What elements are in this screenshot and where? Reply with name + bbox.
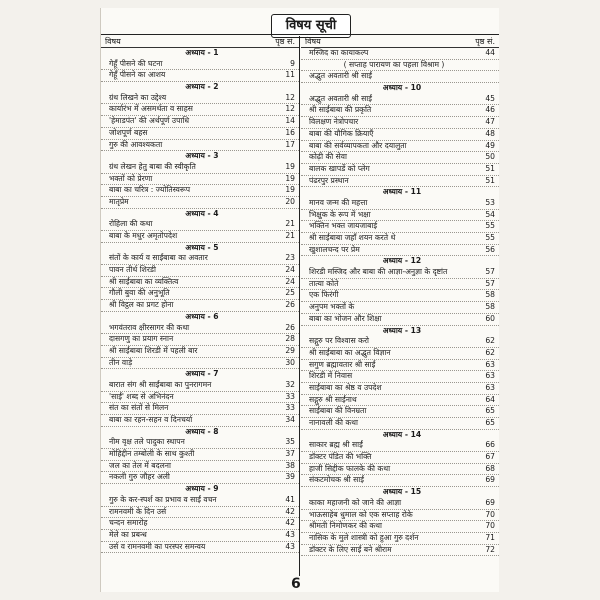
entry-page: 67: [485, 452, 495, 462]
entry-page: 58: [485, 290, 495, 300]
entry-page: 60: [485, 313, 495, 323]
entry-title: रामनवमी के दिन उर्स: [109, 506, 167, 516]
entry-title: अनुपम भक्तों के: [309, 302, 355, 312]
entry-page: 45: [485, 93, 495, 103]
toc-entry: [301, 521, 499, 533]
entry-page: 38: [285, 460, 295, 470]
toc-entry: [301, 371, 499, 383]
entry-title: मानव जन्म की महत्ता: [309, 197, 368, 207]
chapter-label: अध्याय - 3: [185, 151, 219, 161]
entry-title: नकली गुरु जौहर अली: [109, 472, 170, 482]
entry-title: ( सप्ताह पारायण का पहला विश्राम ): [343, 59, 445, 69]
entry-title: एक फिरंगी: [309, 290, 339, 300]
entry-page: 29: [285, 345, 295, 355]
toc-entry: [301, 302, 499, 314]
entry-page: 46: [485, 105, 495, 115]
chapter-label: अध्याय - 9: [185, 484, 219, 494]
entry-page: 68: [485, 463, 495, 473]
entry-page: 63: [485, 359, 495, 369]
entry-title: श्री साईंबाबा शिरडी में पहली बार: [109, 345, 198, 355]
entry-title: उर्स व रामनवमी का परस्पर समन्वय: [109, 541, 206, 551]
toc-entry: [101, 334, 299, 346]
entry-page: 47: [485, 117, 495, 127]
entry-page: 55: [485, 233, 495, 242]
entry-page: 33: [285, 391, 295, 401]
toc-entry: [301, 233, 499, 245]
entry-title: कार्यारंभ में असमर्थता व साहस: [109, 104, 193, 114]
entry-title: भिक्षुक के रूप में भक्षा: [309, 209, 371, 219]
chapter-label: अध्याय - 14: [382, 429, 422, 439]
toc-entry: [301, 48, 499, 60]
entry-title: चन्दन समारोह: [109, 518, 148, 528]
toc-entry: [301, 464, 499, 476]
entry-page: 21: [285, 219, 295, 229]
chapter-heading: [301, 187, 499, 198]
entry-title: बाबा का चरित्र : ज्योतिस्वरूप: [109, 185, 191, 195]
toc-entry: [101, 437, 299, 449]
chapter-heading: [301, 256, 499, 267]
entry-page: 57: [485, 278, 495, 288]
entry-title: गुरु के कर-स्पर्श का प्रभाव व साईं वचन: [109, 494, 217, 504]
entry-title: श्रीमती निमोणकर की कथा: [309, 521, 382, 531]
entry-page: 30: [285, 357, 295, 367]
entry-title: संकटमोचक श्री साईं: [309, 475, 364, 485]
entry-title: खुशालचन्द पर प्रेम: [309, 244, 360, 254]
entry-page: 48: [485, 128, 495, 138]
entry-page: 71: [485, 532, 495, 542]
chapter-label: अध्याय - 1: [185, 48, 219, 57]
entry-title: श्री साईंबाबा जहाँ शयन करते थे: [309, 233, 396, 242]
chapter-label: अध्याय - 2: [185, 82, 219, 92]
toc-entry: [301, 198, 499, 210]
toc-entry: [101, 140, 299, 152]
toc-entry: [101, 461, 299, 473]
entry-title: ग्रंथ लेखन हेतु बाबा की स्वीकृति: [109, 161, 196, 171]
entry-title: विलक्षण नेत्रोपचार: [309, 117, 359, 127]
entry-title: हाजी सिद्दीक फालके की कथा: [309, 463, 391, 473]
entry-page: 28: [285, 334, 295, 344]
entry-title: श्री साईंबाबा की प्रकृति: [309, 105, 372, 115]
entry-title: शिरडी में निवास: [309, 371, 353, 381]
entry-page: 37: [285, 449, 295, 459]
entry-title: बालक खापर्डे को प्लेग: [309, 163, 370, 173]
entry-title: सगुण ब्रह्मावतार श्री साईं: [309, 359, 376, 369]
entry-page: 65: [485, 418, 495, 427]
entry-page: 24: [285, 265, 295, 275]
entry-page: 19: [285, 173, 295, 183]
page-title: विषय सूची: [271, 14, 351, 38]
chapter-label: अध्याय - 13: [382, 325, 422, 335]
entry-title: दासगणु का प्रयाग स्नान: [109, 334, 174, 344]
toc-entry: [101, 128, 299, 140]
chapter-label: अध्याय - 6: [185, 311, 219, 321]
entry-title: बारात संग श्री साईंबाबा का पुनरागमन: [109, 379, 212, 389]
chapter-heading: [301, 487, 499, 498]
right-rows: [301, 48, 499, 556]
entry-page: 26: [285, 300, 295, 310]
entry-page: 63: [485, 371, 495, 381]
toc-entry: [101, 185, 299, 197]
toc-entry: [301, 452, 499, 464]
toc-entry: [301, 60, 499, 72]
toc-entry: [301, 141, 499, 153]
entry-page: 16: [285, 127, 295, 137]
subject-header: विषय: [305, 37, 321, 46]
entry-title: भक्तिन भक्त जायजाबाई: [309, 221, 378, 231]
entry-title: काका महाजनी को जाने की आज्ञा: [309, 497, 402, 507]
entry-title: डॉक्टर के लिए साईं बने श्रीराम: [309, 544, 392, 554]
toc-entry: [301, 475, 499, 487]
entry-page: 72: [485, 544, 495, 554]
entry-page: 39: [285, 472, 295, 482]
entry-title: नासिक के मुले शास्त्री को हुआ गुरु दर्शन: [309, 532, 419, 542]
toc-entry: [301, 176, 499, 188]
entry-title: बाबा का रहन-सहन व दिनचर्या: [109, 415, 193, 424]
entry-title: मेले का प्रबन्ध: [109, 529, 147, 539]
entry-page: 70: [485, 509, 495, 519]
entry-page: 19: [285, 185, 295, 195]
entry-page: 69: [485, 497, 495, 507]
entry-title: भाऊसाहेब धुमाल को एक सप्ताह रोके: [309, 509, 413, 519]
toc-entry: [301, 336, 499, 348]
toc-entry: [301, 221, 499, 233]
toc-entry: [301, 129, 499, 141]
chapter-heading: [101, 151, 299, 162]
toc-entry: [301, 533, 499, 545]
entry-title: 'साईं' शब्द से अभिनंदन: [109, 391, 174, 401]
entry-page: 69: [485, 475, 495, 485]
entry-title: मोहिद्दीन तम्बोली के साथ कुश्ती: [109, 449, 195, 459]
entry-title: नानावली की कथा: [309, 418, 358, 427]
entry-title: साकार ब्रह्म श्री साईं: [309, 440, 363, 450]
entry-title: जोशपूर्ण बहस: [109, 127, 148, 137]
entry-title: साईंबाबा का श्रेष्ठ व उपदेश: [309, 382, 382, 392]
entry-title: कोढ़ी की सेवा: [309, 152, 347, 162]
entry-page: 41: [285, 494, 295, 504]
toc-entry: [301, 440, 499, 452]
entry-title: भगवंतराव क्षीरसागर की कथा: [109, 322, 190, 332]
entry-title: बाबा के मधुर अमृतोपदेश: [109, 231, 178, 240]
entry-page: 70: [485, 521, 495, 531]
entry-page: 19: [285, 161, 295, 171]
toc-entry: [301, 245, 499, 257]
entry-title: भक्तों को प्रेरणा: [109, 173, 153, 183]
entry-page: 34: [285, 415, 295, 424]
entry-page: 50: [485, 152, 495, 162]
entry-page: 24: [285, 276, 295, 286]
entry-page: 35: [285, 437, 295, 447]
toc-entry: [101, 231, 299, 243]
toc-entry: [301, 395, 499, 407]
entry-page: 20: [285, 196, 295, 206]
entry-title: अद्भुत अवतारी श्री साईं: [309, 71, 372, 81]
entry-page: 56: [485, 244, 495, 254]
chapter-label: अध्याय - 7: [185, 369, 219, 379]
entry-title: रोहिला की कथा: [109, 219, 153, 229]
page-header: पृष्ठ सं.: [275, 37, 295, 46]
toc-entry: [301, 94, 499, 106]
entry-page: 49: [485, 140, 495, 150]
toc-entry: [101, 415, 299, 427]
entry-page: 12: [285, 104, 295, 114]
entry-title: नीम वृक्ष तले पादुका स्थापन: [109, 437, 185, 447]
chapter-heading: [301, 326, 499, 337]
toc-entry: [101, 472, 299, 484]
toc-entry: [101, 542, 299, 554]
chapter-label: अध्याय - 8: [185, 426, 219, 436]
entry-title: बाबा की यौगिक क्रियाएँ: [309, 128, 374, 138]
entry-title: पंढरपुर प्रस्थान: [309, 175, 349, 185]
toc-entry: [101, 162, 299, 174]
entry-title: संतों के कार्य व साईंबाबा का अवतार: [109, 253, 208, 263]
entry-title: बाबा की सर्वव्यापकता और दयालुता: [309, 140, 407, 150]
entry-page: 14: [285, 116, 295, 126]
toc-entry: [301, 498, 499, 510]
page-number: 6: [291, 576, 301, 592]
toc-entry: [301, 360, 499, 372]
toc-entry: [301, 267, 499, 279]
entry-title: संत का संतों से मिलन: [109, 403, 169, 413]
toc-entry: [301, 383, 499, 395]
toc-entry: [301, 210, 499, 222]
entry-page: 9: [290, 58, 295, 68]
chapter-heading: [101, 48, 299, 59]
entry-page: 51: [485, 163, 495, 173]
chapter-heading: [101, 369, 299, 380]
entry-page: 62: [485, 336, 495, 346]
entry-page: 25: [285, 288, 295, 298]
toc-entry: [301, 418, 499, 430]
toc-entry: [101, 59, 299, 71]
chapter-label: अध्याय - 15: [382, 487, 422, 497]
entry-page: 23: [285, 253, 295, 263]
toc-entry: [101, 323, 299, 335]
entry-title: मातृप्रेम: [109, 196, 129, 206]
entry-page: 44: [485, 48, 495, 57]
toc-entry: [301, 406, 499, 418]
entry-page: 42: [285, 506, 295, 516]
entry-page: 66: [485, 440, 495, 450]
entry-title: 'हेमाडपंत' की अर्थपूर्ण उपाधि: [109, 116, 189, 126]
entry-title: अद्भुत अवतारी श्री साईं: [309, 93, 372, 103]
entry-page: 55: [485, 221, 495, 231]
toc-entry: [301, 348, 499, 360]
toc-entry: [101, 403, 299, 415]
toc-entry: [301, 290, 499, 302]
left-column: [101, 36, 300, 576]
toc-page: [100, 8, 499, 592]
toc-entry: [101, 507, 299, 519]
toc-entry: [101, 265, 299, 277]
toc-entry: [301, 152, 499, 164]
entry-title: जल का तेल में बदलना: [109, 460, 171, 470]
entry-page: 43: [285, 529, 295, 539]
toc-entry: [301, 164, 499, 176]
entry-title: शिरडी मस्जिद और बाबा की आज्ञा-अनुज्ञा के दृष्टांत: [309, 267, 448, 277]
chapter-heading: [101, 484, 299, 495]
chapter-label: अध्याय - 12: [382, 256, 422, 266]
toc-entry: [101, 277, 299, 289]
chapter-label: अध्याय - 4: [185, 208, 219, 218]
entry-page: 63: [485, 382, 495, 392]
chapter-label: अध्याय - 10: [382, 83, 422, 93]
chapter-heading: [101, 209, 299, 220]
right-column: [301, 36, 499, 576]
entry-title: ग्रंथ लिखने का उद्देश्य: [109, 92, 167, 102]
entry-title: श्री विट्ठल का प्रगट होना: [109, 300, 174, 310]
toc-entry: [301, 545, 499, 557]
entry-page: 58: [485, 302, 495, 312]
toc-entry: [101, 197, 299, 209]
toc-entry: [101, 70, 299, 82]
right-column-header: [301, 36, 499, 48]
entry-page: 21: [285, 231, 295, 240]
toc-entry: [101, 530, 299, 542]
entry-title: श्री साईंबाबा का व्यक्तित्व: [109, 276, 179, 286]
entry-title: साईंबाबा की विनम्रता: [309, 406, 367, 416]
toc-entry: [101, 104, 299, 116]
entry-title: डॉक्टर पंडित की भक्ति: [309, 452, 372, 462]
toc-entry: [101, 116, 299, 128]
entry-title: गुरु की आवश्यकता: [109, 139, 163, 149]
entry-page: 54: [485, 209, 495, 219]
left-rows: [101, 48, 299, 553]
toc-entry: [101, 449, 299, 461]
toc-entry: [301, 71, 499, 83]
entry-title: गौली बुवा की अनुभूति: [109, 288, 170, 298]
toc-entry: [101, 93, 299, 105]
entry-page: 32: [285, 379, 295, 389]
toc-entry: [101, 288, 299, 300]
toc-entry: [101, 495, 299, 507]
toc-entry: [101, 174, 299, 186]
entry-page: 57: [485, 267, 495, 277]
entry-title: सद्गुरु पर विश्वास करो: [309, 336, 370, 346]
entry-title: तीन वाड़े: [109, 357, 133, 367]
toc-entry: [101, 346, 299, 358]
entry-page: 53: [485, 197, 495, 207]
chapter-heading: [101, 82, 299, 93]
page-header: पृष्ठ सं.: [475, 37, 495, 46]
toc-entry: [101, 518, 299, 530]
toc-entry: [101, 253, 299, 265]
entry-page: 33: [285, 403, 295, 413]
entry-title: मस्जिद का कायाकल्प: [309, 48, 369, 57]
subject-header: विषय: [105, 37, 121, 46]
entry-page: 26: [285, 322, 295, 332]
toc-entry: [301, 510, 499, 522]
chapter-heading: [301, 83, 499, 94]
entry-page: 12: [285, 92, 295, 102]
chapter-heading: [101, 427, 299, 438]
left-column-header: [101, 36, 299, 48]
toc-entry: [101, 219, 299, 231]
toc-entry: [301, 117, 499, 129]
toc-entry: [101, 358, 299, 370]
entry-page: 62: [485, 347, 495, 357]
entry-title: तात्या कोते: [309, 278, 339, 288]
entry-page: 11: [285, 70, 295, 80]
entry-page: 64: [485, 394, 495, 404]
entry-page: 43: [285, 541, 295, 551]
toc-entry: [101, 380, 299, 392]
chapter-heading: [101, 243, 299, 254]
top-rule: [101, 34, 499, 35]
entry-title: गेहूँ पीसने की घटना: [109, 58, 163, 68]
entry-title: श्री साईंबाबा का अद्भुत विज्ञान: [309, 347, 391, 357]
entry-title: बाबा का भोजन और शिक्षा: [309, 313, 382, 323]
chapter-heading: [101, 312, 299, 323]
chapter-label: अध्याय - 5: [185, 242, 219, 252]
entry-page: 17: [285, 139, 295, 149]
toc-entry: [101, 300, 299, 312]
entry-page: 42: [285, 518, 295, 528]
toc-entry: [301, 279, 499, 291]
entry-title: गेहूँ पीसने का आशय: [109, 70, 166, 80]
entry-title: सद्गुरु श्री साईंनाथ: [309, 394, 357, 404]
chapter-heading: [301, 430, 499, 441]
entry-title: पावन तीर्थ शिरडी: [109, 265, 156, 275]
entry-page: 51: [485, 175, 495, 185]
toc-entry: [301, 105, 499, 117]
toc-entry: [301, 314, 499, 326]
chapter-label: अध्याय - 11: [382, 187, 422, 197]
toc-entry: [101, 392, 299, 404]
entry-page: 65: [485, 406, 495, 416]
